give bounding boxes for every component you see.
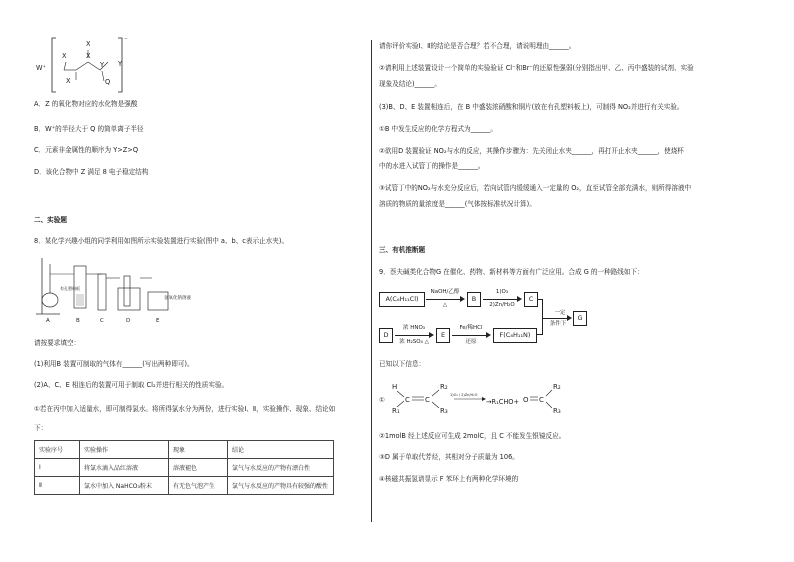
option-b: B．W⁺的半径大于 Q 的简单离子半径 [34, 125, 144, 133]
right-line-7: 中的水进入试管丁的操作是______。 [379, 162, 485, 170]
q8-part1: (1)利用B 装置可制取的气体有______(写出两种即可)。 [34, 360, 194, 368]
atom-y2: Y [118, 60, 123, 68]
info-1-product: →R₁CHO+ [486, 398, 520, 406]
arrow-3 [543, 318, 569, 319]
table-cell: 有无色气泡产生 [169, 477, 228, 495]
apparatus-label-c: C [100, 318, 104, 324]
q8-part3-line2: 下： [34, 424, 48, 432]
svg-text:R₃: R₃ [440, 407, 448, 415]
svg-text:R₂: R₂ [440, 383, 448, 391]
compound-b-box: B [467, 292, 481, 307]
table-header-cell: 实验操作 [80, 441, 169, 459]
option-c: C．元素非金属性的顺序为 Y>Z>Q [34, 146, 139, 154]
right-line-1: 请你评价实验Ⅰ、Ⅱ的结论是否合理？若不合理，请说明理由______。 [379, 42, 576, 50]
arrow-2 [483, 299, 519, 300]
reagent-4-top: 浓 HNO₃ [402, 325, 426, 331]
q8-part3-line1: ①若在丙中加入适量水，即可制得氯水。将所得氯水分为两份，进行实验Ⅰ、Ⅱ，实验操作、现象、结论如 [34, 405, 336, 413]
arrow-5 [452, 335, 488, 336]
right-line-9: 溶质的物质的量浓度是______(气体按标准状况计算)。 [379, 200, 536, 208]
svg-text:R₂: R₂ [553, 383, 561, 391]
section-organic-title: 三、有机推断题 [379, 246, 426, 254]
table-row [35, 477, 334, 495]
right-line-6: ②欲用D 装置验证 NO₂与水的反应，其操作步骤为：先关闭止水夹______，再打开止水夹______，使烧杯 [379, 147, 684, 155]
right-line-2: ②请利用上述装置设计一个简单的实验验证 Cl⁻和Br⁻的还原性强弱(分别指出甲、乙、丙中盛装的试剂、实验 [379, 64, 694, 72]
apparatus-label-b: B [76, 318, 80, 324]
table-cell: 氯气与水反应的产物具有较强的酸性 [228, 477, 334, 495]
arrow-c-link [537, 299, 543, 300]
atom-x1: X [86, 40, 91, 48]
reagent-1-bot: △ [442, 302, 448, 308]
atom-x2: X [62, 52, 67, 60]
compound-e-box: E [436, 328, 450, 343]
compound-g-box: G [573, 311, 587, 326]
svg-text:H: H [392, 383, 398, 391]
svg-text:R₁: R₁ [392, 407, 400, 415]
arrowhead-4 [429, 332, 434, 338]
compound-a-box: A(C₆H₁₁Cl) [379, 292, 425, 307]
svg-text:C: C [425, 396, 430, 404]
svg-text:R₃: R₃ [553, 407, 561, 415]
svg-text:C: C [405, 396, 410, 404]
apparatus-label-d: D [126, 318, 131, 324]
info-2: ②1molB 经上述反应可生成 2molC，且 C 不能发生银镜反应。 [379, 432, 566, 440]
apparatus-b-plate: 有孔塑料板 [60, 286, 80, 291]
ozonolysis-diagram [388, 380, 568, 420]
atom-x3: X [86, 52, 91, 60]
svg-text:C: C [539, 396, 544, 404]
known-info-label: 已知以下信息： [379, 360, 426, 368]
table-header-cell: 现象 [169, 441, 228, 459]
right-line-5: ①B 中发生反应的化学方程式为______。 [379, 125, 498, 133]
arrow-1 [426, 299, 462, 300]
arrow-4 [395, 335, 431, 336]
reagent-4-bot: 浓 H₂SO₄ △ [399, 339, 429, 345]
option-d: D．该化合物中 Z 满足 8 电子稳定结构 [34, 168, 149, 176]
table-cell: 溶液褪色 [169, 459, 228, 477]
info-1-reagent: 1)O₃ / 2)Zn/H₂O [450, 393, 478, 397]
right-line-3: 现象及结论)______。 [379, 80, 441, 88]
compound-f-box: F(C₈H₁₁N) [493, 328, 537, 343]
table-header-cell: 实验序号 [35, 441, 80, 459]
table-cell: 将氯水滴入品红溶液 [80, 459, 169, 477]
arrowhead-5 [486, 332, 491, 338]
atom-x4: X [66, 77, 71, 85]
arrow-f-link [536, 334, 543, 335]
table-header-row [35, 441, 334, 459]
compound-d-box: D [379, 328, 393, 343]
svg-text:O: O [523, 396, 529, 404]
cation-label: W⁺ [36, 64, 47, 72]
column-divider [371, 40, 372, 522]
info-4: ④核磁共振氢谱显示 F 苯环上有两种化学环境的 [379, 475, 519, 483]
table-cell: Ⅱ [35, 477, 80, 495]
reagent-3-bot: 条件下 [549, 321, 567, 327]
right-line-8: ③试管丁中的NO₂与水充分反应后，若向试管内缓缓通入一定量的 O₂，直至试管全部充满水，则所得溶液中 [379, 184, 692, 192]
q8-stem: 8．某化学兴趣小组的同学利用如图所示实验装置进行实验(图中 a、b、c表示止水夹)。 [34, 237, 289, 245]
apparatus-figure [34, 254, 194, 326]
apparatus-label-a: A [46, 318, 50, 324]
experiment-table [34, 440, 334, 495]
section-experiment-title: 二、实验题 [34, 216, 67, 224]
table-cell: 氯水中加入 NaHCO₃粉末 [80, 477, 169, 495]
option-a: A．Z 的氧化物对应的水化物是强酸 [34, 100, 138, 108]
reagent-1-top: NaOH/乙醇 [430, 289, 460, 295]
right-line-4: (3)B、D、E 装置相连后，在 B 中盛装浓硝酸和铜片(放在有孔塑料板上)，可制得 NO₂并进行有关实验。 [379, 103, 684, 111]
table-cell: Ⅰ [35, 459, 80, 477]
table-cell: 氯气与水反应的产物有漂白性 [228, 459, 334, 477]
compound-c-box: C [524, 292, 538, 307]
apparatus-e-solution: 氢氧化钠溶液 [164, 296, 191, 301]
reagent-2-bot: 2)Zn/H₂O [489, 302, 515, 308]
reagent-5-top: Fe/稀HCl [459, 325, 483, 331]
connector-c-down [542, 299, 543, 334]
q8-part2: (2)A、C、E 相连后的装置可用于制取 Cl₂并进行相关的性质实验。 [34, 381, 229, 389]
table-header-cell: 结论 [228, 441, 334, 459]
atom-y1: Y [100, 61, 105, 69]
info-3: ③D 属于单取代芳烃，其相对分子质量为 106。 [379, 453, 519, 461]
reagent-2-top: 1)O₃ [495, 289, 509, 295]
reagent-5-bot: 还原 [465, 339, 477, 345]
apparatus-label-e: E [156, 318, 160, 324]
table-row [35, 459, 334, 477]
q9-stem: 9．萘夫碱类化合物G 在催化、药物、新材料等方面有广泛应用。合成 G 的一种路线如下： [379, 268, 644, 276]
charge-label: ⁻ [124, 36, 128, 44]
reagent-3-top: 一定 [554, 310, 566, 316]
q8-requirement: 请按要求填空： [34, 339, 81, 347]
info-1-number: ① [379, 396, 385, 404]
atom-q: Q [105, 78, 111, 86]
